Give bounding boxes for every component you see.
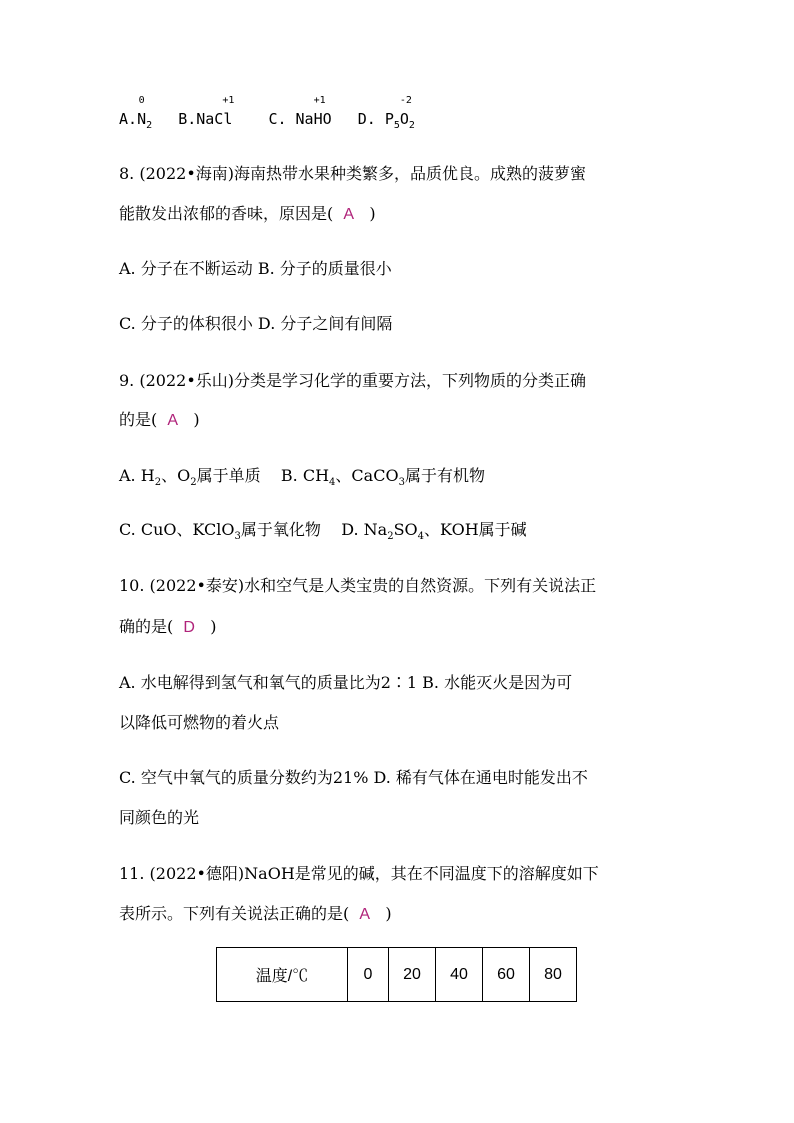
q8-options-cd: C. 分子的体积很小 D. 分子之间有间隔 <box>119 314 393 333</box>
table-header-cell: 温度/℃ <box>217 948 348 1002</box>
q7-option-a-letter: A. <box>119 110 138 128</box>
q10-option-a-cont: 以降低可燃物的着火点 <box>119 713 280 732</box>
q11-stem-line2: 表所示。下列有关说法正确的是( A ) <box>119 904 392 923</box>
q7-option-d-formula: -2 O <box>399 95 412 128</box>
q7-option-b-valence: +1 <box>222 95 235 106</box>
q10-option-c: C. 空气中氧气的质量分数约为21% D. 稀有气体在通电时能发出不 <box>119 768 588 787</box>
q10-stem-line2: 确的是( D ) <box>119 617 217 636</box>
q9-stem-line2: 的是( A ) <box>119 410 200 429</box>
q7-option-c-valence: +1 <box>313 95 326 106</box>
solubility-table <box>216 947 577 1002</box>
table-cell: 40 <box>436 948 483 1002</box>
q7-option-d-letter: D. <box>357 110 376 128</box>
q8-options-ab: A. 分子在不断运动 B. 分子的质量很小 <box>119 259 392 278</box>
q10-answer: D <box>183 619 195 636</box>
table-cell: 0 <box>348 948 389 1002</box>
q10-option-c-cont: 同颜色的光 <box>119 808 200 827</box>
q9-options-ab: A. $H_2$、$O_2$属于单质 B. $CH_4$、CaCO$_3$属于有机物 <box>119 466 485 488</box>
q9-answer: A <box>167 412 179 429</box>
table-row <box>217 948 577 1002</box>
table-cell: 20 <box>389 948 436 1002</box>
q7-option-c-formula: +1 H <box>313 95 326 128</box>
table-cell: 60 <box>483 948 530 1002</box>
q8-stem-line1: 8. (2022•海南)海南热带水果种类繁多，品质优良。成熟的菠萝蜜 <box>119 164 586 183</box>
q10-stem-line1: 10. (2022•泰安)水和空气是人类宝贵的自然资源。下列有关说法正 <box>119 576 597 595</box>
q7-option-a-valence: 0 <box>138 95 145 106</box>
q7-option-b-formula: +1 NaCl <box>196 95 235 128</box>
q7-option-b-letter: B. <box>178 110 197 128</box>
q11-stem-line1: 11. (2022•德阳)NaOH是常见的碱，其在不同温度下的溶解度如下 <box>119 864 599 883</box>
q7-option-d-valence: -2 <box>399 95 412 106</box>
q7-options: A. 0 $N_2$ B. +1 NaCl C. Na +1 HO D. $P_5$ -2 $O_2$ <box>119 95 415 131</box>
q7-option-a-formula: 0 N <box>137 95 147 128</box>
q11-answer: A <box>359 906 371 923</box>
q7-option-c-letter: C. <box>268 110 287 128</box>
table-cell: 80 <box>530 948 577 1002</box>
q8-stem-line2: 能散发出浓郁的香味，原因是( A ) <box>119 204 376 223</box>
q8-answer: A <box>343 206 355 223</box>
q9-options-cd: C. CuO、KClO$_3$属于氧化物 D. $Na_2SO_4$、KOH属于碱 <box>119 520 527 542</box>
q9-stem-line1: 9. (2022•乐山)分类是学习化学的重要方法，下列物质的分类正确 <box>119 371 586 390</box>
q10-option-a: A. 水电解得到氢气和氧气的质量比为2∶1 B. 水能灭火是因为可 <box>119 673 573 692</box>
